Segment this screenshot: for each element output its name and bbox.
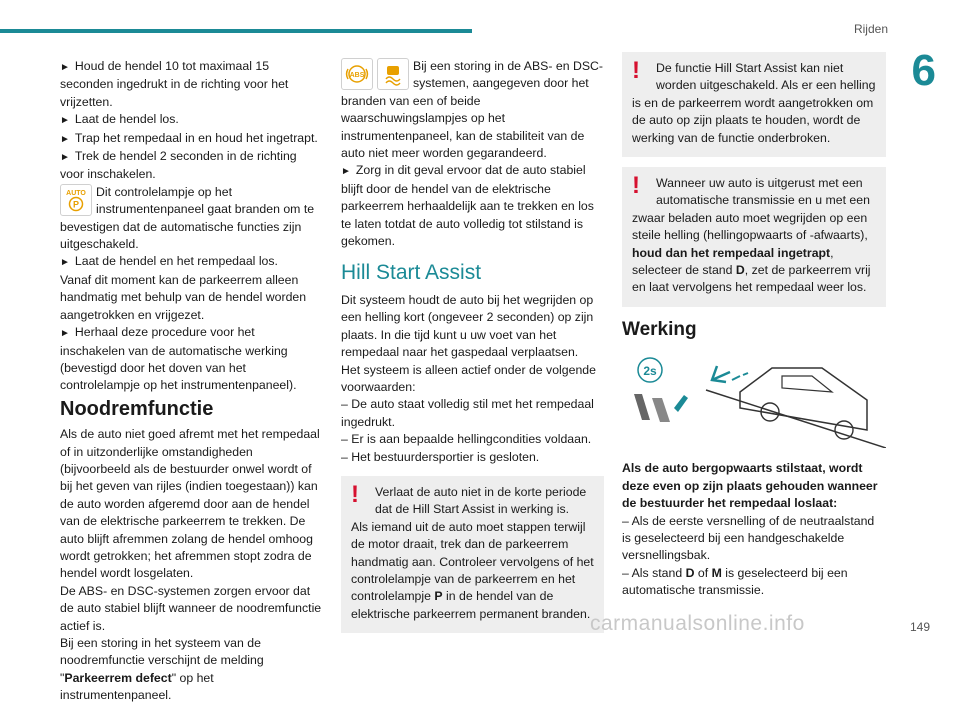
arrow-icon: ►	[60, 257, 70, 269]
step: ► Zorg in dit geval ervoor dat de auto stabiel blijft door de hendel van de elektrische parkeerrem herhaaldelijk aan te trekken en los te laten totdat de auto volledig tot stilstand is gekomen.	[341, 163, 594, 249]
arrow-icon: ►	[60, 133, 70, 145]
paragraph: Als de auto bergopwaarts stilstaat, wordt deze even op zijn plaats gehouden wanneer de bestuurder het rempedaal loslaat:	[622, 461, 878, 511]
warning-box	[622, 167, 886, 307]
page-number: 149	[909, 620, 930, 634]
paragraph: Bij een storing in het systeem van de noodremfunctie verschijnt de melding "Parkeerrem defect" op het instrumentenpaneel.	[60, 636, 264, 703]
parking-brake-auto-icon	[60, 184, 92, 216]
warning-text: Verlaat de auto niet in de korte periode dat de Hill Start Assist in werking is. Als iemand uit de auto moet stappen terwijl de motor draait, trek dan de parkeerrem handmatig aan. Controleer vervolgens of het controlelampje van de parkeerrem en het controlelampje P in de hendel van de elektrische parkeerrem permanent branden.	[351, 484, 594, 621]
step: ► Trap het rempedaal in en houd het ingetrapt.	[60, 130, 318, 145]
heading-hill-start-assist: Hill Start Assist	[341, 261, 482, 285]
header-accent-bar	[0, 29, 472, 33]
arrow-icon: ►	[60, 328, 70, 340]
svg-text:2s: 2s	[643, 364, 657, 379]
column-3	[622, 52, 886, 600]
paragraph: Dit systeem houdt de auto bij het wegrijden op een helling kort (ongeveer 2 seconden) op zijn plaats. In die tijd kunt u uw voet van het rempedaal naar het gaspedaal verplaatsen.	[341, 292, 594, 360]
condition: – Als stand D of M is geselecteerd bij een automatische transmissie.	[622, 565, 848, 598]
section-title: Rijden	[853, 22, 888, 36]
warning-icon: !	[632, 172, 640, 200]
column-1	[60, 58, 322, 705]
heading-werking: Werking	[622, 318, 697, 340]
abs-warning-icon	[341, 58, 373, 90]
warning-text: De functie Hill Start Assist kan niet worden uitgeschakeld. Als er een helling is en de parkeerrem wordt aangetrokken om de auto op zijn plaats te houden, wordt de werking van de functie onderbroken.	[632, 61, 876, 145]
dsc-warning-icon	[377, 58, 409, 90]
arrow-icon: ►	[60, 115, 70, 127]
abs-description: Bij een storing in de ABS- en DSC-systemen, aangegeven door het branden van een of beide waarschuwingslampjes op het instrumentenpaneel, kan de stabiliteit van de auto niet meer worden gegarandeerd.	[341, 59, 604, 161]
step: ► Laat de hendel los.	[60, 112, 179, 127]
chapter-number: 6	[911, 46, 936, 95]
step: ► Herhaal deze procedure voor het inschakelen van de automatische werking (bevestigd door het doven van het controlelampje op het instrumentenpaneel).	[60, 325, 297, 393]
condition: – Als de eerste versnelling of de neutraalstand is geselecteerd bij een handgeschakelde versnellingsbak.	[622, 513, 875, 563]
warning-icon: !	[351, 480, 359, 508]
condition: – Het bestuurdersportier is gesloten.	[341, 449, 540, 464]
step: ► Laat de hendel en het rempedaal los.	[60, 254, 278, 269]
condition: – De auto staat volledig stil met het rempedaal ingedrukt.	[341, 397, 594, 429]
abs-dsc-row	[341, 58, 604, 162]
warning-lamp-row	[60, 184, 322, 254]
heading-noodremfunctie: Noodremfunctie	[60, 397, 214, 420]
arrow-icon: ►	[341, 166, 351, 178]
arrow-icon: ►	[60, 62, 70, 73]
lamp-description: Dit controlelampje op het instrumentenpaneel gaat branden om te bevestigen dat de automatische functies zijn uitgeschakeld.	[60, 184, 315, 252]
arrow-icon: ►	[60, 152, 70, 164]
svg-text:P: P	[72, 199, 80, 210]
column-2	[341, 58, 604, 643]
hill-start-illustration	[622, 350, 886, 448]
svg-text:ABS: ABS	[349, 72, 365, 79]
warning-icon: !	[632, 57, 640, 84]
watermark: carmanualsonline.info	[590, 612, 805, 635]
step: ► Houd de hendel 10 tot maximaal 15 seconden ingedrukt in de richting voor het vrijzetten.	[60, 59, 289, 109]
warning-box	[341, 476, 604, 633]
paragraph: De ABS- en DSC-systemen zorgen ervoor dat de auto stabiel blijft wanneer de noodremfunctie actief is.	[60, 583, 322, 633]
step: ► Trek de hendel 2 seconden in de richting voor inschakelen.	[60, 149, 297, 182]
paragraph: Het systeem is alleen actief onder de volgende voorwaarden:	[341, 362, 596, 394]
paragraph: Als de auto niet goed afremt met het rempedaal of in uitzonderlijke omstandigheden (bijvoorbeeld als de bestuurder onwel wordt of bij het geven van rijles (indien toegestaan)) kan de auto worden afgeremd door aan de hendel van de elektrische parkeerrem te trekken. De auto blijft afremmen zolang de hendel omhoog wordt getrokken; het afremmen stopt zodra de hendel wordt losgelaten.	[60, 427, 320, 581]
warning-box	[622, 52, 886, 157]
paragraph: Vanaf dit moment kan de parkeerrem alleen handmatig met behulp van de hendel worden aangetrokken en vrijgezet.	[60, 272, 307, 322]
warning-text: Wanneer uw auto is uitgerust met een automatische transmissie en u met een zwaar beladen auto moet wegrijden op een steile helling (hellingopwaarts of -afwaarts), houd dan het rempedaal ingetrapt, selecteer de stand D, zet de parkeerrem vrij en laat vervolgens het rempedaal weer los.	[632, 176, 871, 295]
svg-text:AUTO: AUTO	[66, 189, 86, 197]
condition: – Er is aan bepaalde hellingcondities voldaan.	[341, 432, 592, 447]
